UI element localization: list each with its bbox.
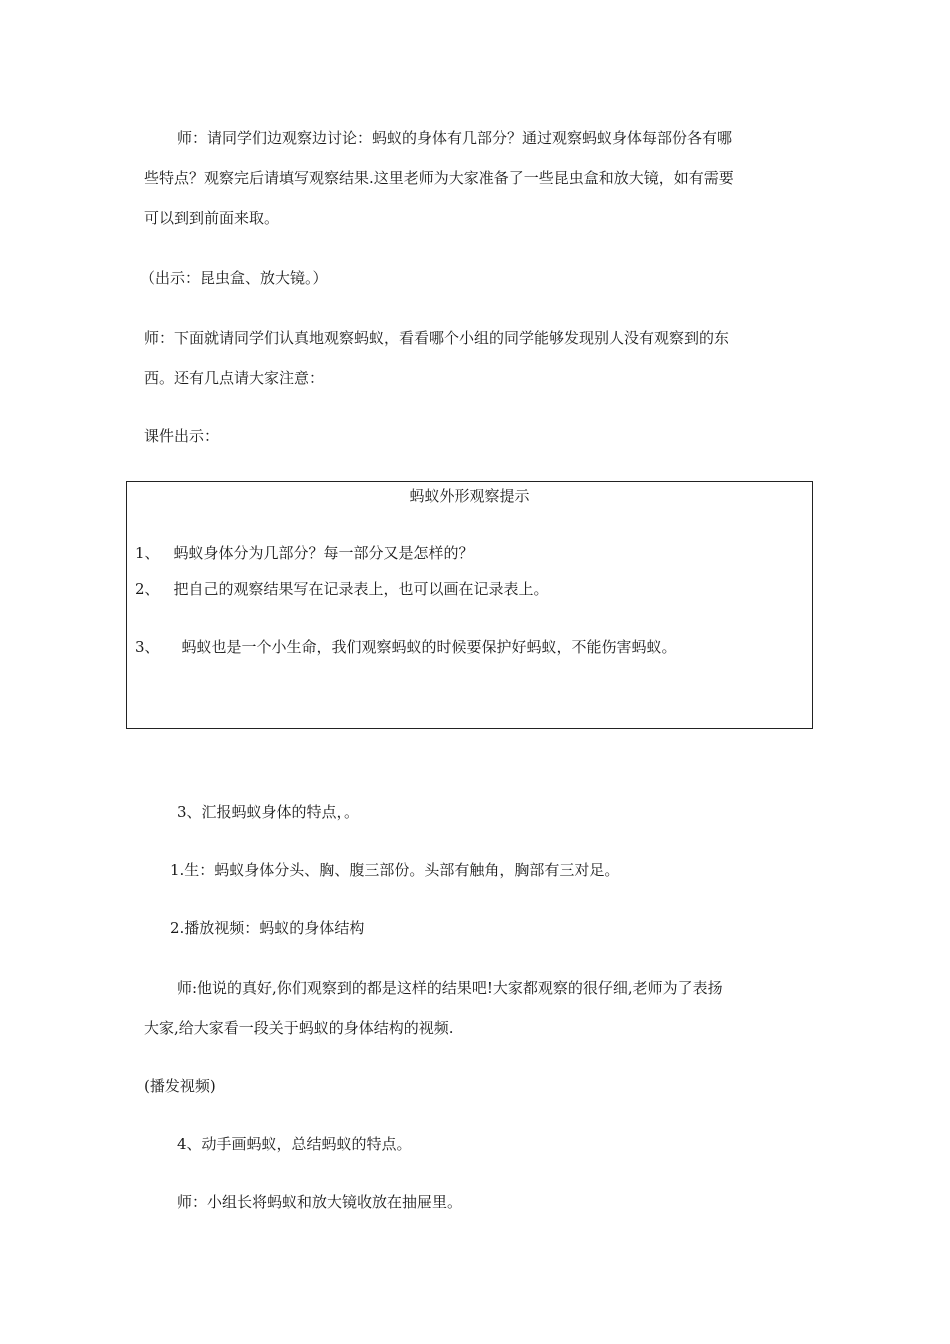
tip-item-text: 把自己的观察结果写在记录表上，也可以画在记录表上。 <box>173 580 549 598</box>
paragraph-teacher-observe-line-1: 师：下面就请同学们认真地观察蚂蚁，看看哪个小组的同学能够发现别人没有观察到的东 <box>144 329 730 347</box>
paragraph-teacher-discussion-line-3: 可以到到前面来取。 <box>144 209 280 227</box>
tip-item-3 <box>135 637 677 657</box>
tip-item-2 <box>135 579 549 599</box>
paragraph-play-video: (播发视频) <box>144 1077 216 1095</box>
observation-tips-box <box>126 481 813 729</box>
paragraph-courseware-show: 课件出示： <box>144 427 220 445</box>
section-3-item-2: 2.播放视频：蚂蚁的身体结构 <box>170 919 365 937</box>
paragraph-teacher-discussion-line-2: 些特点？观察完后请填写观察结果.这里老师为大家准备了一些昆虫盒和放大镜，如有需要 <box>144 169 734 187</box>
tip-item-1 <box>135 543 474 563</box>
tip-item-number: 2、 <box>135 580 160 598</box>
section-3-heading: 3、汇报蚂蚁身体的特点，。 <box>177 803 360 821</box>
section-4-heading: 4、动手画蚂蚁，总结蚂蚁的特点。 <box>177 1135 412 1153</box>
observation-tips-title: 蚂蚁外形观察提示 <box>409 487 530 505</box>
paragraph-teacher-observe-line-2: 西。还有几点请大家注意： <box>144 369 325 387</box>
tip-item-text: 蚂蚁身体分为几部分？每一部分又是怎样的？ <box>173 544 474 562</box>
tip-item-number: 1、 <box>135 544 160 562</box>
tip-item-number: 3、 <box>135 638 160 656</box>
paragraph-show-tools: （出示：昆虫盒、放大镜。） <box>140 269 328 287</box>
section-3-item-1: 1.生：蚂蚁身体分头、胸、腹三部份。头部有触角，胸部有三对足。 <box>170 861 620 879</box>
paragraph-teacher-praise-line-1: 师:他说的真好,你们观察到的都是这样的结果吧!大家都观察的很仔细,老师为了表扬 <box>177 979 723 997</box>
paragraph-teacher-discussion-line-1: 师：请同学们边观察边讨论：蚂蚁的身体有几部分？通过观察蚂蚁身体每部份各有哪 <box>177 129 733 147</box>
paragraph-teacher-collect: 师：小组长将蚂蚁和放大镜收放在抽屉里。 <box>177 1193 463 1211</box>
tip-item-text: 蚂蚁也是一个小生命，我们观察蚂蚁的时候要保护好蚂蚁，不能伤害蚂蚁。 <box>181 638 677 656</box>
paragraph-teacher-praise-line-2: 大家,给大家看一段关于蚂蚁的身体结构的视频. <box>144 1019 454 1037</box>
